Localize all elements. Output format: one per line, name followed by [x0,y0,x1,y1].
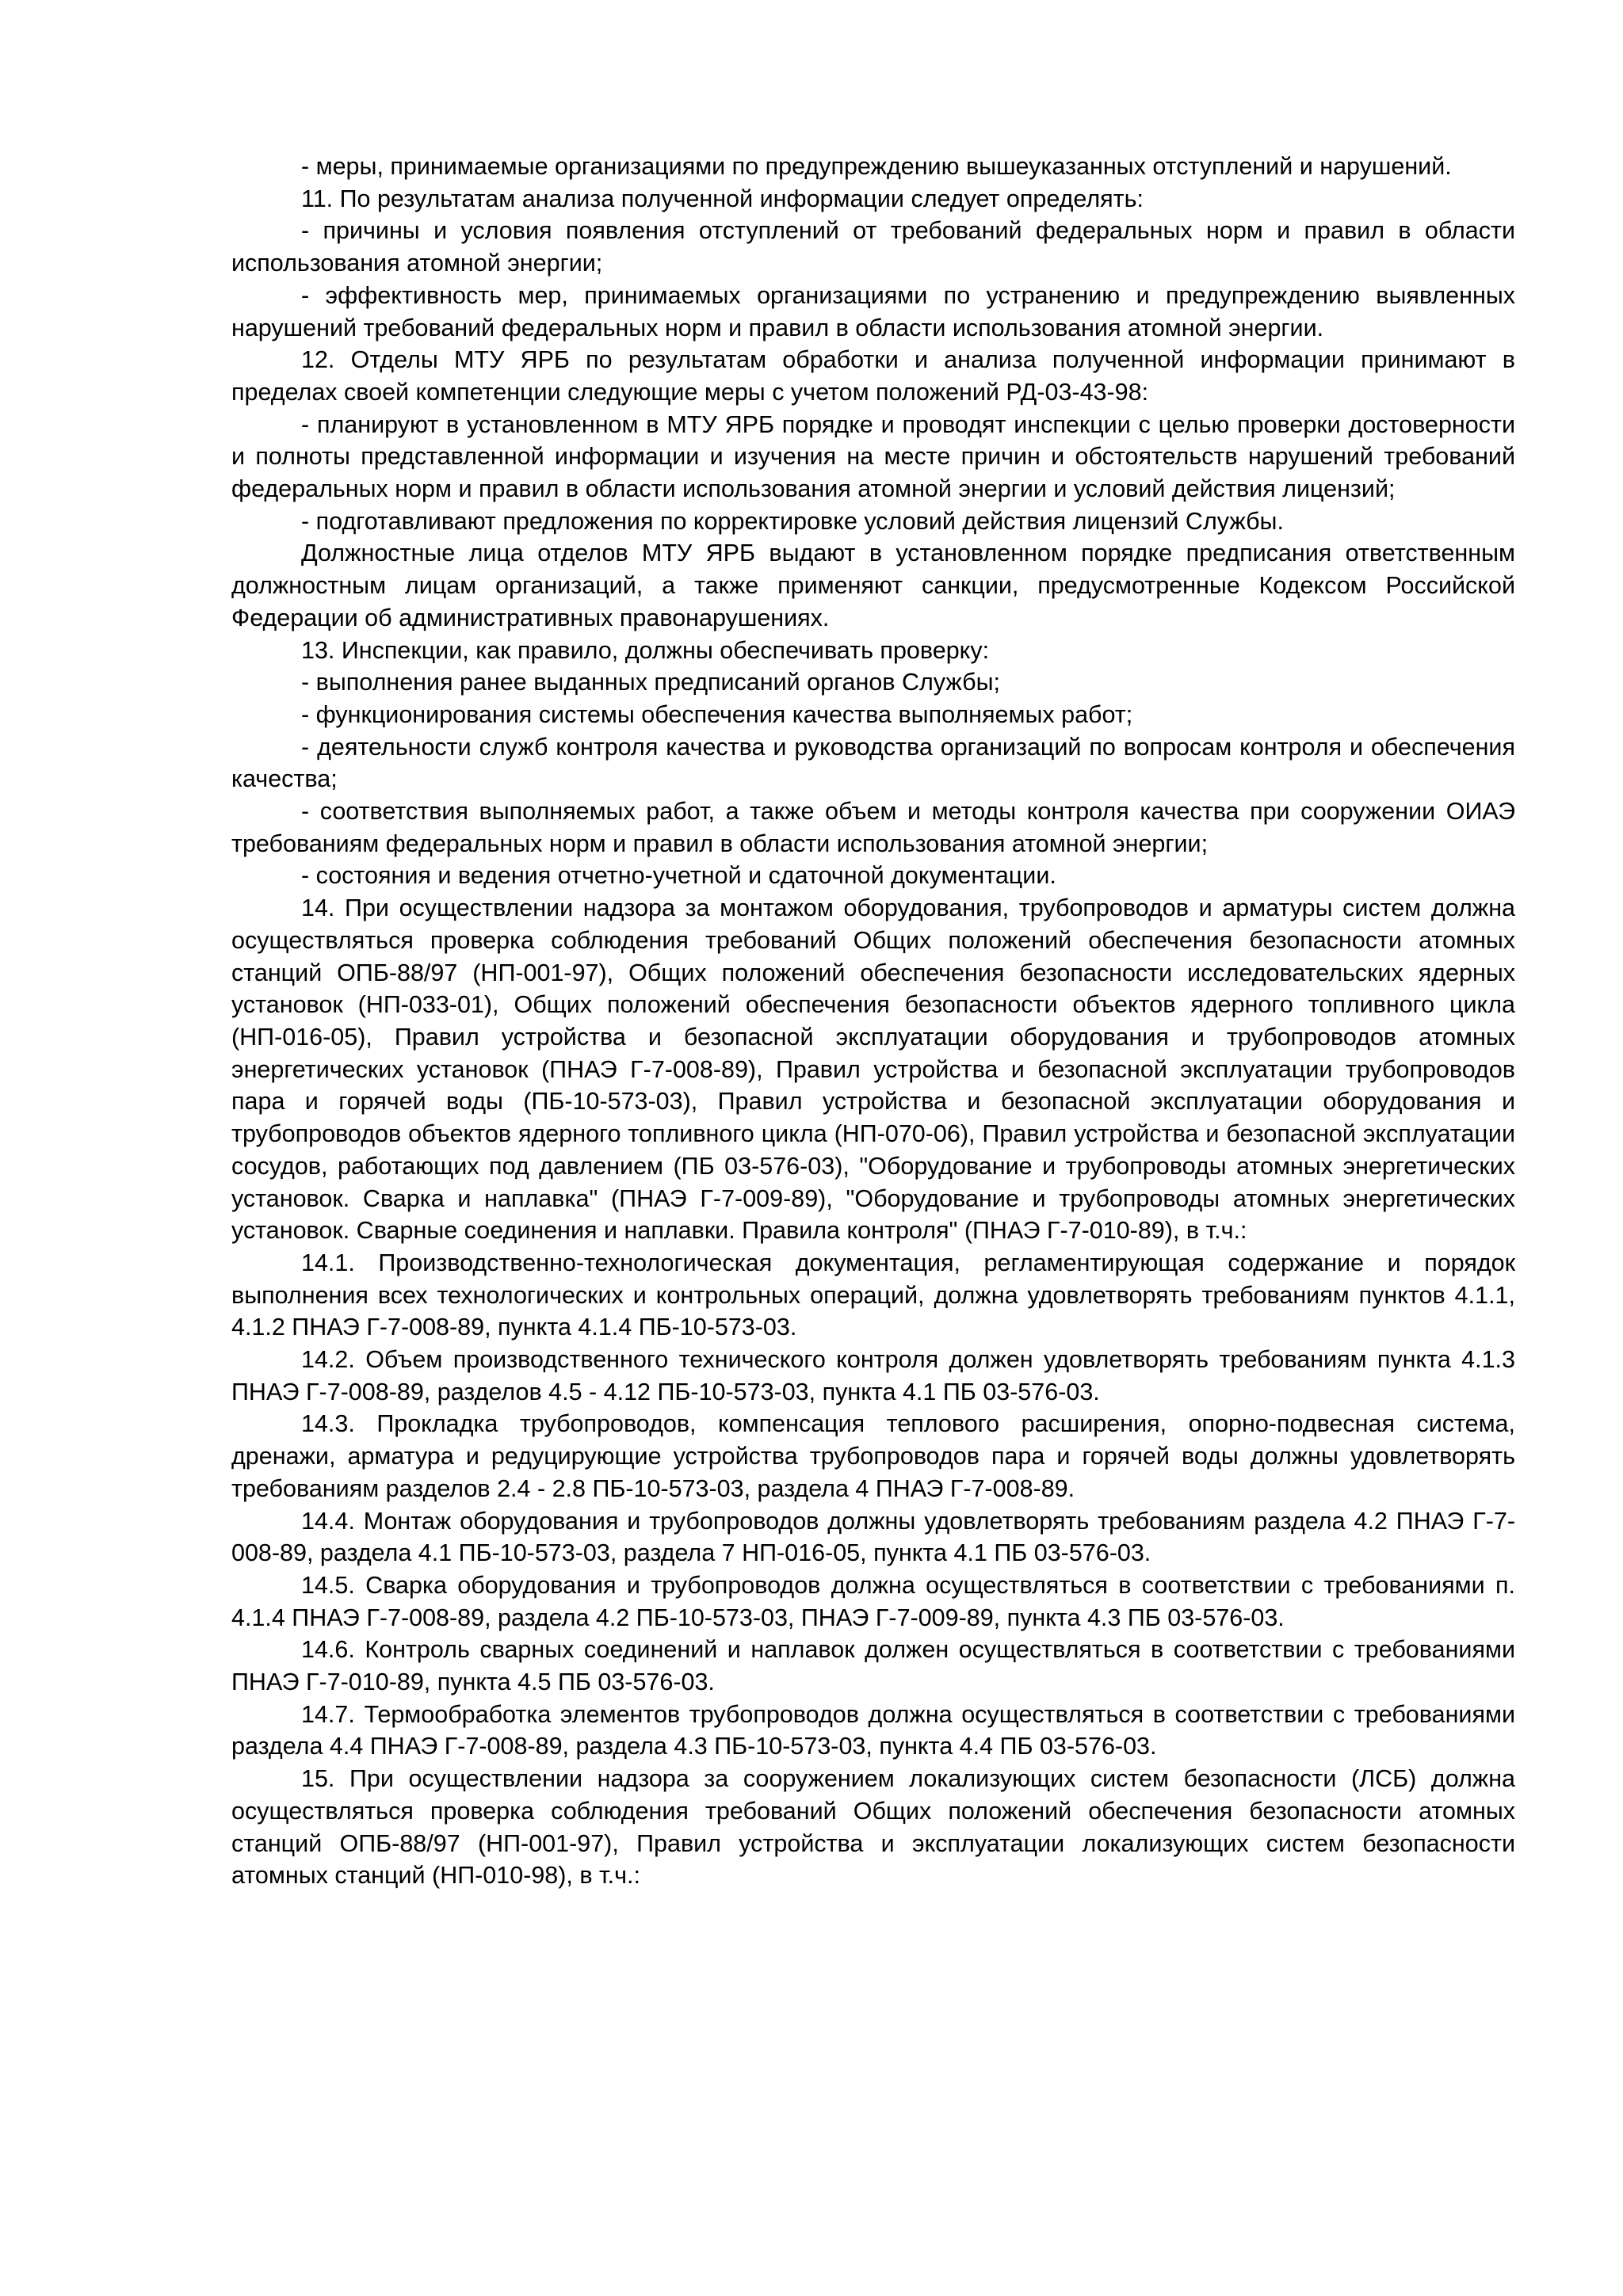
paragraph: - меры, принимаемые организациями по предупреждению вышеуказанных отступлений и нарушений. [301,153,1452,180]
paragraph: 14.5. Сварка оборудования и трубопроводов должна осуществляться в соответствии с требованиями п. 4.1.4 ПНАЭ Г-7-008-89, раздела 4.2 ПБ-10-573-03, ПНАЭ Г-7-009-89, пункта 4.3 ПБ 03-576-03. [231,1571,1515,1631]
paragraph: 11. По результатам анализа полученной информации следует определять: [301,185,1144,212]
paragraph: 14.4. Монтаж оборудования и трубопроводов должны удовлетворять требованиям раздела 4.2 ПНАЭ Г-7-008-89, раздела 4.1 ПБ-10-573-03, раздела 7 НП-016-05, пункта 4.1 ПБ 03-576-03. [231,1507,1515,1567]
paragraph: - соответствия выполняемых работ, а также объем и методы контроля качества при сооружении ОИАЭ требованиям федеральных норм и правил в области использования атомной энергии; [231,798,1515,857]
paragraph: - деятельности служб контроля качества и руководства организаций по вопросам контроля и обеспечения качества; [231,733,1515,793]
paragraph: 14.1. Производственно-технологическая документация, регламентирующая содержание и порядок выполнения всех технологических и контрольных операций, должна удовлетворять требованиям пунктов 4.1.1, 4.1.2 ПНАЭ Г-7-008-89, пункта 4.1.4 ПБ-10-573-03. [231,1249,1515,1341]
paragraph: 14.7. Термообработка элементов трубопроводов должна осуществляться в соответствии с требованиями раздела 4.4 ПНАЭ Г-7-008-89, раздела 4.3 ПБ-10-573-03, пункта 4.4 ПБ 03-576-03. [231,1700,1515,1760]
paragraph: 14.2. Объем производственного технического контроля должен удовлетворять требованиям пункта 4.1.3 ПНАЭ Г-7-008-89, разделов 4.5 - 4.12 ПБ-10-573-03, пункта 4.1 ПБ 03-576-03. [231,1346,1515,1405]
paragraph: - состояния и ведения отчетно-учетной и сдаточной документации. [301,862,1056,890]
paragraph: - функционирования системы обеспечения качества выполняемых работ; [301,700,1133,728]
paragraph: 12. Отделы МТУ ЯРБ по результатам обработки и анализа полученной информации принимают в пределах своей компетенции следующие меры с учетом положений РД-03-43-98: [231,346,1515,406]
paragraph: 14. При осуществлении надзора за монтажом оборудования, трубопроводов и арматуры систем должна осуществляться проверка соблюдения требований Общих положений обеспечения безопасности атомных станций ОПБ-88/97 (НП-001-97), Общих положений обеспечения безопасности исследовательских ядерных установок (НП-033-01), Общих положений обеспечения безопасности объектов ядерного топливного цикла (НП-016-05), Правил устройства и безопасной эксплуатации оборудования и трубопроводов атомных энергетических установок (ПНАЭ Г-7-008-89), Правил устройства и безопасной эксплуатации трубопроводов пара и горячей воды (ПБ-10-573-03), Правил устройства и безопасной эксплуатации оборудования и трубопроводов объектов ядерного топливного цикла (НП-070-06), Правил устройства и безопасной эксплуатации сосудов, работающих под давлением (ПБ 03-576-03), "Оборудование и трубопроводы атомных энергетических установок. Сварка и наплавка" (ПНАЭ Г-7-009-89), "Оборудование и трубопроводы атомных энергетических установок. Сварные соединения и наплавки. Правила контроля" (ПНАЭ Г-7-010-89), в т.ч.: [231,894,1515,1245]
paragraph: - эффективность мер, принимаемых организациями по устранению и предупреждению выявленных нарушений требований федеральных норм и правил в области использования атомной энергии. [231,281,1515,341]
paragraph: Должностные лица отделов МТУ ЯРБ выдают в установленном порядке предписания ответственным должностным лицам организаций, а также применяют санкции, предусмотренные Кодексом Российской Федерации об административных правонарушениях. [231,540,1515,631]
paragraph: - причины и условия появления отступлений от требований федеральных норм и правил в области использования атомной энергии; [231,217,1515,277]
paragraph: 14.3. Прокладка трубопроводов, компенсация теплового расширения, опорно-подвесная система, дренажи, арматура и редуцирующие устройства трубопроводов пара и горячей воды должны удовлетворять требованиям разделов 2.4 - 2.8 ПБ-10-573-03, раздела 4 ПНАЭ Г-7-008-89. [231,1410,1515,1502]
paragraph: - подготавливают предложения по корректировке условий действия лицензий Службы. [301,507,1284,535]
paragraph: 15. При осуществлении надзора за сооружением локализующих систем безопасности (ЛСБ) должна осуществляться проверка соблюдения требований Общих положений обеспечения безопасности атомных станций ОПБ-88/97 (НП-001-97), Правил устройства и эксплуатации локализующих систем безопасности атомных станций (НП-010-98), в т.ч.: [231,1765,1515,1890]
paragraph: 14.6. Контроль сварных соединений и наплавок должен осуществляться в соответствии с требованиями ПНАЭ Г-7-010-89, пункта 4.5 ПБ 03-576-03. [231,1636,1515,1696]
document-page [231,151,1515,1892]
paragraph: - планируют в установленном в МТУ ЯРБ порядке и проводят инспекции с целью проверки достоверности и полноты представленной информации и изучения на месте причин и обстоятельств нарушений требований федеральных норм и правил в области использования атомной энергии и условий действия лицензий; [231,410,1515,503]
paragraph: 13. Инспекции, как правило, должны обеспечивать проверку: [301,636,990,664]
paragraph: - выполнения ранее выданных предписаний органов Службы; [301,669,1000,696]
